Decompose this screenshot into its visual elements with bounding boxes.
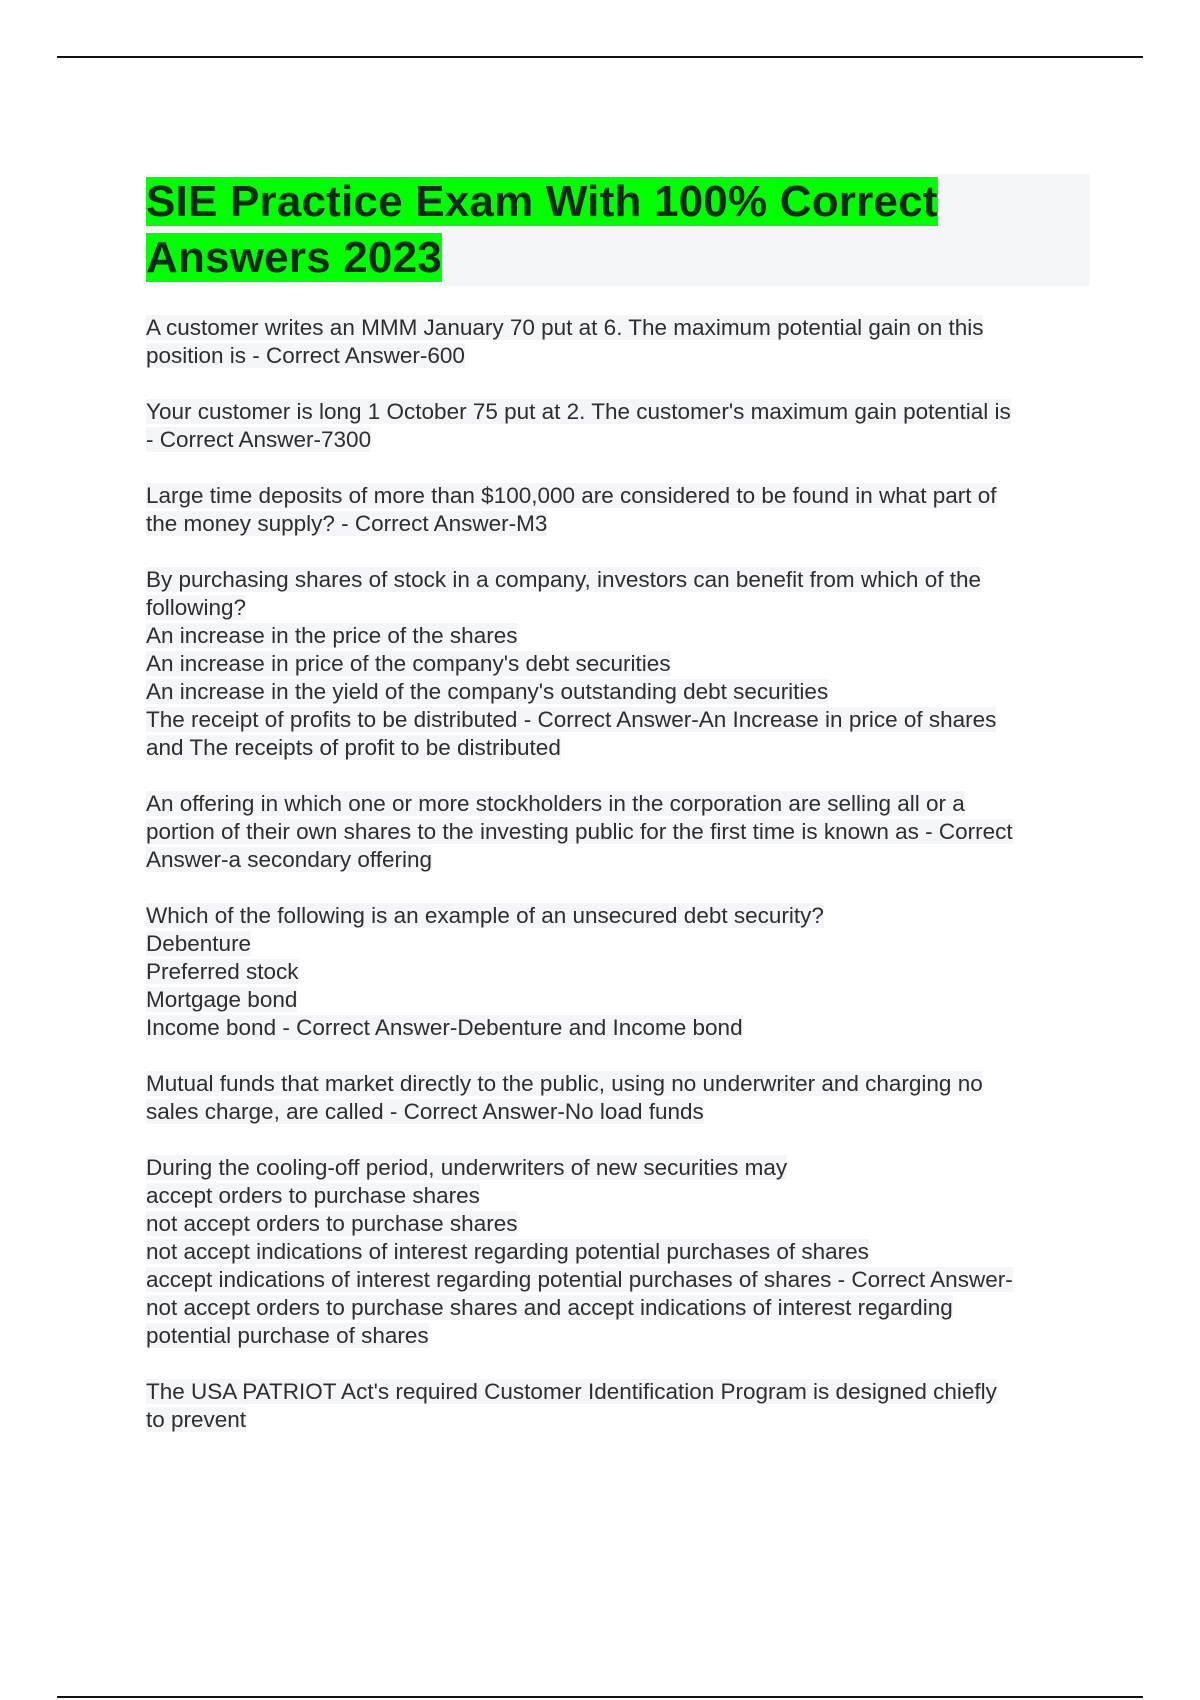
qa-item [146,398,1090,454]
title-line: Answers 2023 [146,233,442,282]
qa-item [146,790,1090,874]
qa-line: not accept indications of interest regarding potential purchases of shares [146,1239,869,1264]
document-body [146,174,1090,1462]
qa-line: - Correct Answer-7300 [146,427,372,452]
document-title [146,174,1090,286]
qa-line: and The receipts of profit to be distributed [146,735,561,760]
qa-line: accept indications of interest regarding potential purchases of shares - Correct Answer- [146,1267,1013,1292]
qa-line: An offering in which one or more stockholders in the corporation are selling all or a [146,791,965,816]
title-block [146,174,1090,286]
qa-item [146,1154,1090,1350]
qa-line: Mortgage bond [146,987,298,1012]
qa-line: portion of their own shares to the investing public for the first time is known as - Correct [146,819,1013,844]
qa-item [146,314,1090,370]
qa-line: Debenture [146,931,252,956]
qa-line: Mutual funds that market directly to the public, using no underwriter and charging no [146,1071,983,1096]
top-divider [57,56,1143,58]
qa-line: During the cooling-off period, underwriters of new securities may [146,1155,788,1180]
qa-item [146,902,1090,1042]
qa-line: By purchasing shares of stock in a company, investors can benefit from which of the [146,567,981,592]
qa-item [146,482,1090,538]
qa-line: following? [146,595,247,620]
qa-line: to prevent [146,1407,247,1432]
qa-line: Income bond - Correct Answer-Debenture and Income bond [146,1015,743,1040]
qa-line: An increase in price of the company's debt securities [146,651,671,676]
qa-line: The USA PATRIOT Act's required Customer Identification Program is designed chiefly [146,1379,997,1404]
qa-line: Preferred stock [146,959,299,984]
qa-line: Your customer is long 1 October 75 put at 2. The customer's maximum gain potential is [146,399,1011,424]
qa-line: Which of the following is an example of an unsecured debt security? [146,903,824,928]
qa-line: accept orders to purchase shares [146,1183,480,1208]
qa-line: A customer writes an MMM January 70 put at 6. The maximum potential gain on this [146,315,984,340]
qa-line: sales charge, are called - Correct Answer-No load funds [146,1099,704,1124]
qa-line: not accept orders to purchase shares and accept indications of interest regarding [146,1295,953,1320]
qa-line: Large time deposits of more than $100,000 are considered to be found in what part of [146,483,997,508]
title-line: SIE Practice Exam With 100% Correct [146,177,938,226]
qa-line: The receipt of profits to be distributed - Correct Answer-An Increase in price of shares [146,707,997,732]
bottom-divider [57,1696,1143,1698]
qa-item [146,1070,1090,1126]
qa-line: the money supply? - Correct Answer-M3 [146,511,548,536]
qa-line: position is - Correct Answer-600 [146,343,465,368]
qa-line: potential purchase of shares [146,1323,429,1348]
qa-line: An increase in the price of the shares [146,623,518,648]
qa-item [146,566,1090,762]
qa-line: not accept orders to purchase shares [146,1211,518,1236]
qa-line: Answer-a secondary offering [146,847,432,872]
qa-line: An increase in the yield of the company's outstanding debt securities [146,679,829,704]
qa-item [146,1378,1090,1434]
